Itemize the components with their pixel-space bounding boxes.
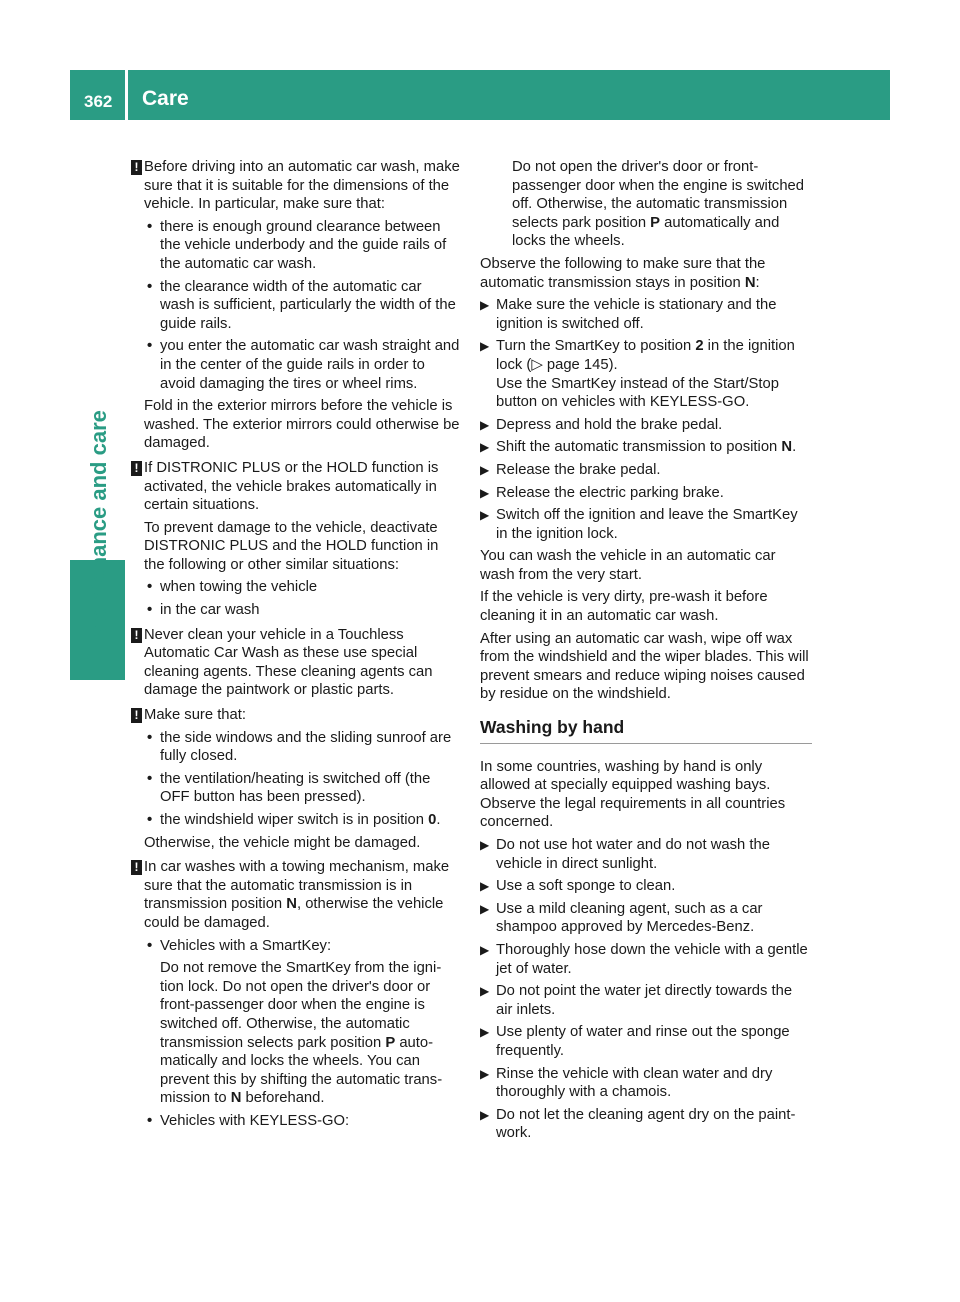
exclamation-icon: ! — [131, 160, 142, 175]
arrow-right-icon: ▶ — [480, 838, 490, 852]
step-item: ▶ Rinse the vehicle with clean water and dry thoroughly with a chamois. — [480, 1065, 773, 1101]
note-text: Before driving into an automatic car wash, make sure that it is suitable for the dimensions of the vehicle. In particular, make sure that: — [144, 159, 460, 213]
step-item: ▶ Do not let the cleaning agent dry on the paintwork. — [480, 1106, 796, 1142]
note-text: Make sure that: — [144, 707, 246, 724]
arrow-right-icon: ▶ — [480, 508, 490, 523]
exclamation-icon: ! — [131, 860, 142, 875]
exclamation-icon: ! — [131, 461, 142, 476]
step-item: ▶ Release the brake pedal. — [480, 461, 661, 478]
note-towing-mechanism: ! In car washes with a towing mechanism, make sure that the automatic transmission is in transmission position N, otherwise the vehicle could be damaged. — [144, 858, 460, 932]
exclamation-icon: ! — [131, 628, 142, 643]
step-item: ▶ Release the electric parking brake. — [480, 484, 724, 501]
note-distronic — [134, 459, 460, 515]
arrow-right-icon: ▶ — [480, 1107, 490, 1122]
exclamation-icon: ! — [131, 708, 142, 723]
note-text: If DISTRONIC PLUS or the HOLD function is activated, the vehicle brakes automatically in certain situations. — [144, 459, 439, 514]
paragraph: Do not open the driver's door or front-passenger door when the engine is switched off. Otherwise, the automatic transmission selects park position P automatically and locks the wheels. — [512, 159, 805, 250]
step-item: ▶ Depress and hold the brake pedal. — [480, 416, 723, 433]
page-reference-icon: ▷ — [531, 356, 543, 373]
left-column — [134, 158, 460, 1135]
step-item: ▶ Thoroughly hose down the vehicle with a gentle jet of water. — [480, 941, 808, 977]
note-make-sure — [134, 706, 460, 725]
paragraph: To prevent damage to the vehicle, deactivate DISTRONIC PLUS and the HOLD function in the following or other similar situations: — [144, 519, 439, 573]
note-text: Never clean your vehicle in a Touchless Automatic Car Wash as these use special cleaning agents. These cleaning agents can damage the paintwork or plastic parts. — [144, 626, 433, 699]
arrow-right-icon: ▶ — [480, 485, 490, 500]
step-item: ▶ Turn the SmartKey to position 2 in the ignition lock (▷ page 145). Use the SmartKey instead of the Start/Stop button on vehicles with KEYLESS-GO. — [480, 338, 795, 411]
paragraph: You can wash the vehicle in an automatic car wash from the very start. — [480, 548, 776, 583]
note-touchless — [134, 626, 460, 700]
header-divider — [125, 70, 128, 120]
arrow-right-icon: ▶ — [480, 440, 490, 455]
page-reference-link[interactable]: page 145). — [542, 356, 618, 373]
list-item: • there is enough ground clearance between the vehicle underbody and the guide rails of the automatic car wash. — [144, 218, 460, 274]
list-item: • in the car wash — [144, 601, 460, 620]
chapter-title: Maintenance and care — [86, 410, 111, 640]
paragraph: Fold in the exterior mirrors before the vehicle is washed. The exterior mirrors could otherwise be damaged. — [144, 398, 460, 452]
paragraph: If the vehicle is very dirty, pre-wash it before cleaning it in an automatic car wash. — [480, 589, 768, 625]
arrow-right-icon: ▶ — [480, 1025, 490, 1040]
paragraph: After using an automatic car wash, wipe off wax from the windshield and the wiper blades. This will prevent smears and reduce wiping noises caused by residue on the windshield. — [480, 630, 809, 703]
arrow-right-icon: ▶ — [480, 462, 490, 477]
heading-washing-by-hand: Washing by hand — [480, 718, 812, 744]
step-item: ▶ Use plenty of water and rinse out the sponge frequently. — [480, 1024, 790, 1059]
page-number: 362 — [84, 92, 113, 111]
step-item: ▶ Do not use hot water and do not wash the vehicle in direct sunlight. — [480, 837, 770, 872]
arrow-right-icon: ▶ — [480, 339, 490, 354]
list-item: • Vehicles with KEYLESS-GO: — [144, 1112, 460, 1131]
arrow-right-icon: ▶ — [480, 1066, 490, 1081]
list-item: • the side windows and the sliding sunroof are fully closed. — [144, 729, 460, 766]
list-item: • the ventilation/heating is switched off (the OFF button has been pressed). — [144, 770, 460, 807]
arrow-right-icon: ▶ — [480, 417, 490, 432]
paragraph: Do not remove the SmartKey from the ignition lock. Do not open the driver's door or front-passenger door when the engine is switched off. Otherwise, the automatic transmission selects park position P automatically and locks the wheels. You can prevent this by shifting the automatic transmission to N beforehand. — [160, 960, 443, 1107]
arrow-right-icon: ▶ — [480, 942, 490, 957]
step-item: ▶ Do not point the water jet directly towards the air inlets. — [480, 983, 793, 1018]
page-header — [70, 70, 890, 120]
arrow-right-icon: ▶ — [480, 984, 490, 999]
section-title: Care — [142, 87, 189, 110]
step-item: ▶ Shift the automatic transmission to position N. — [480, 439, 797, 456]
right-column — [480, 158, 812, 1147]
note-car-wash-suitability — [134, 158, 460, 214]
paragraph: Otherwise, the vehicle might be damaged. — [144, 834, 421, 851]
list-item: • the clearance width of the automatic car wash is sufficient, particularly the width of the guide rails. — [144, 278, 460, 334]
paragraph: In some countries, washing by hand is only allowed at specially equipped washing bays. Observe the legal requirements in all countries concerned. — [480, 758, 786, 831]
step-item: ▶ Switch off the ignition and leave the SmartKey in the ignition lock. — [480, 507, 798, 542]
paragraph: Observe the following to make sure that the automatic transmission stays in position N: — [480, 255, 766, 291]
list-item: • you enter the automatic car wash straight and in the center of the guide rails in order to avoid damaging the tires or wheel rims. — [144, 337, 460, 393]
arrow-right-icon: ▶ — [480, 298, 490, 313]
step-item: ▶ Use a mild cleaning agent, such as a car shampoo approved by Mercedes-Benz. — [480, 900, 763, 936]
list-item: • Vehicles with a SmartKey: — [144, 937, 460, 956]
step-item: ▶ Use a soft sponge to clean. — [480, 878, 676, 895]
list-item: • when towing the vehicle — [144, 578, 460, 597]
arrow-right-icon: ▶ — [480, 901, 490, 916]
list-item: • the windshield wiper switch is in position 0. — [144, 811, 460, 830]
arrow-right-icon: ▶ — [480, 879, 490, 894]
step-item: ▶ Make sure the vehicle is stationary and the ignition is switched off. — [480, 297, 777, 332]
